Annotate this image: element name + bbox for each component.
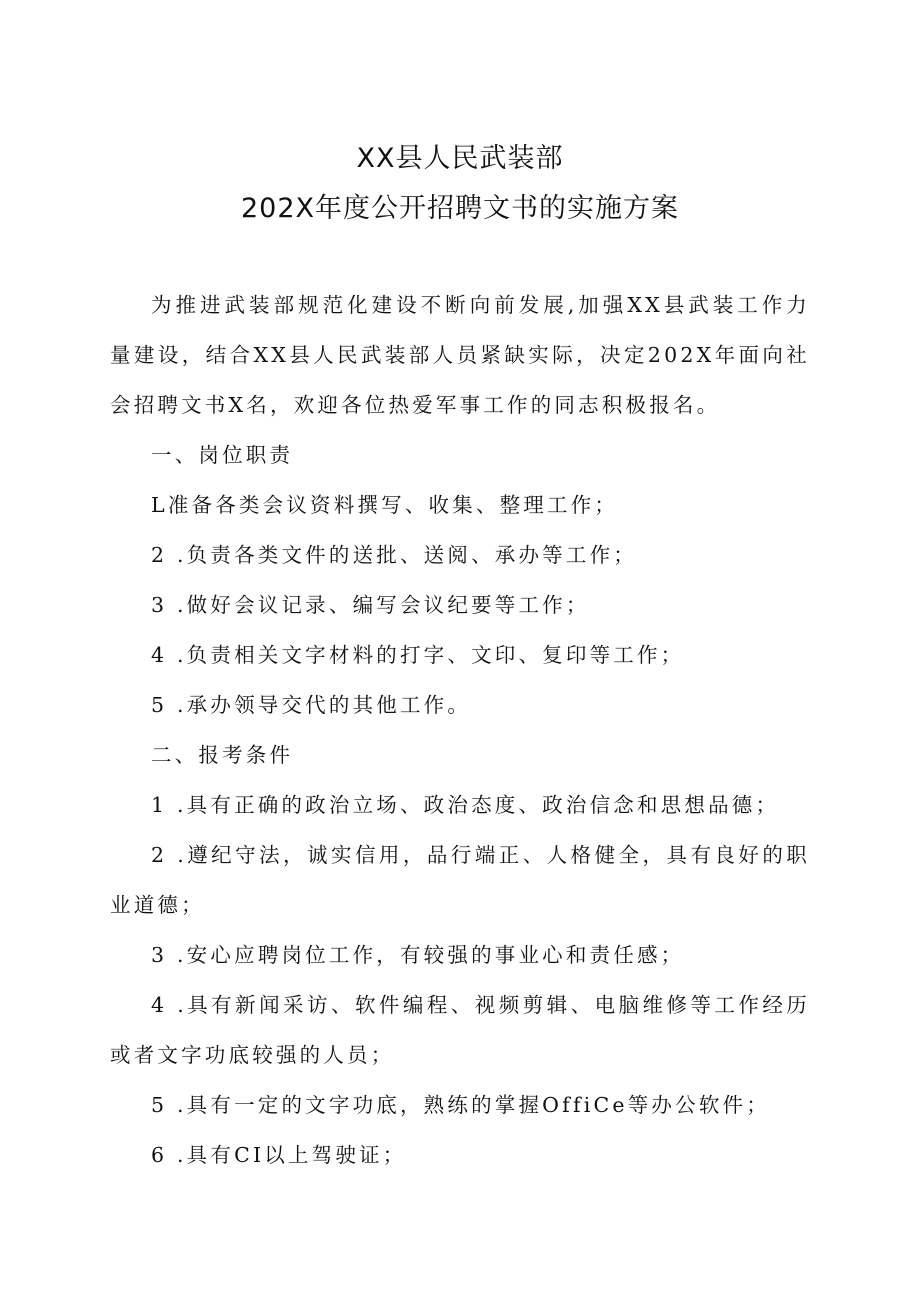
requirement-item-5: 5 .具有一定的文字功底，熟练的掌握OffiCe等办公软件； [151, 1093, 770, 1117]
duty-item-2: 2 .负责各类文件的送批、送阅、承办等工作； [151, 543, 637, 567]
document-title-line1: XX县人民武装部 [356, 143, 564, 174]
duty-item-3: 3 .做好会议记录、编写会议纪要等工作； [151, 593, 590, 617]
requirement-item-1: 1 .具有正确的政治立场、政治态度、政治信念和思想品德； [151, 793, 780, 817]
duty-item-4: 4 .负责相关文字材料的打字、文印、复印等工作； [151, 643, 685, 667]
requirement-item-4: 4 .具有新闻采访、软件编程、视频剪辑、电脑维修等工作经历或者文字功底较强的人员； [110, 993, 810, 1067]
duty-item-1: L准备各类会议资料撰写、收集、整理工作； [151, 493, 619, 517]
requirement-item-3: 3 .安心应聘岗位工作，有较强的事业心和责任感； [151, 943, 685, 967]
duty-item-5: 5 .承办领导交代的其他工作。 [151, 693, 472, 717]
requirement-item-2: 2 .遵纪守法，诚实信用，品行端正、人格健全，具有良好的职业道德； [110, 843, 810, 917]
document-title-line2: 202X年度公开招聘文书的实施方案 [240, 193, 680, 224]
section-heading-requirements: 二、报考条件 [151, 743, 294, 767]
intro-paragraph: 为推进武装部规范化建设不断向前发展,加强XX县武装工作力量建设，结合XX县人民武装部人员紧缺实际，决定202X年面向社会招聘文书X名，欢迎各位热爱军事工作的同志积极报名。 [110, 293, 810, 417]
section-heading-duties: 一、岗位职责 [151, 443, 294, 467]
document-body [110, 280, 810, 1180]
requirement-item-6: 6 .具有CI以上驾驶证； [151, 1143, 407, 1167]
